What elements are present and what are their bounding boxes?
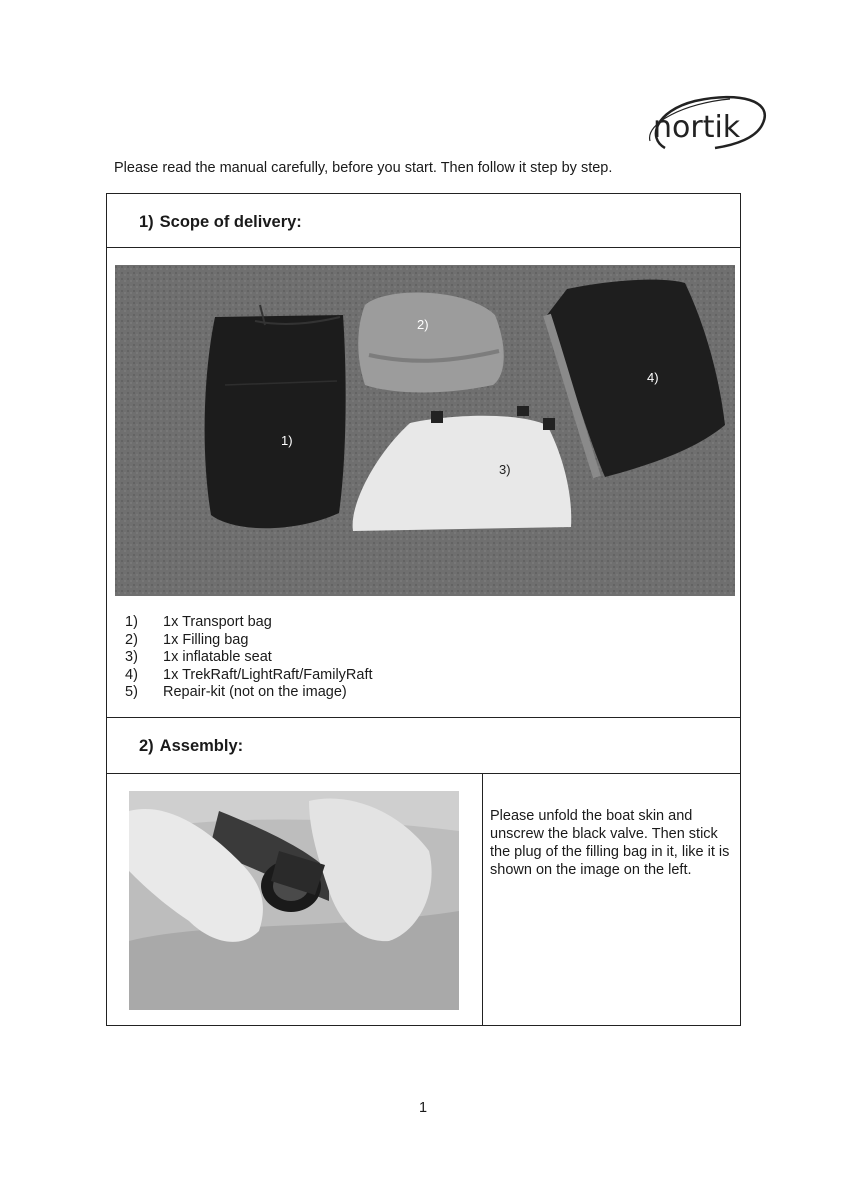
intro-text: Please read the manual carefully, before you start. Then follow it step by step. [114, 160, 613, 176]
item-text: Repair-kit (not on the image) [163, 684, 347, 700]
item-text: 1x Filling bag [163, 631, 249, 648]
delivery-photo [115, 265, 735, 596]
photo-label-1: 1) [281, 433, 293, 448]
photo-label-2: 2) [417, 317, 429, 332]
item-number: 5) [125, 684, 138, 700]
assembly-instructions: Please unfold the boat skin and unscrew the black valve. Then stick the plug of the filling bag in it, like it is shown on the image on the left. [490, 808, 730, 878]
divider [107, 717, 740, 718]
list-item [125, 649, 373, 667]
logo-text: nortik [653, 110, 741, 145]
list-item [125, 614, 373, 632]
item-text: 1x Transport bag [163, 614, 272, 630]
section-title: Assembly: [159, 737, 244, 755]
nortik-logo-graphic [645, 93, 775, 159]
divider [107, 773, 740, 774]
section-heading-assembly [139, 737, 243, 756]
section-number: 2) [139, 737, 154, 755]
content-table [106, 193, 741, 1026]
divider [107, 247, 740, 248]
column-divider [482, 773, 483, 1026]
section-title: Scope of delivery: [159, 213, 302, 231]
item-text: 1x TrekRaft/LightRaft/FamilyRaft [163, 666, 373, 683]
item-number: 4) [125, 666, 138, 683]
nortik-logo [645, 93, 775, 159]
list-item [125, 667, 373, 685]
list-item [125, 684, 373, 702]
section-heading-scope [139, 213, 302, 232]
valve-photo [129, 791, 459, 1010]
photo-label-4: 4) [647, 370, 659, 385]
item-number: 2) [125, 631, 138, 648]
item-text: 1x inflatable seat [163, 649, 272, 665]
list-item [125, 632, 373, 650]
section-number: 1) [139, 213, 154, 231]
item-number: 1) [125, 614, 138, 630]
item-number: 3) [125, 649, 138, 665]
page-number: 1 [419, 1100, 428, 1116]
photo-label-3: 3) [499, 462, 511, 477]
delivery-items-list [125, 614, 373, 702]
